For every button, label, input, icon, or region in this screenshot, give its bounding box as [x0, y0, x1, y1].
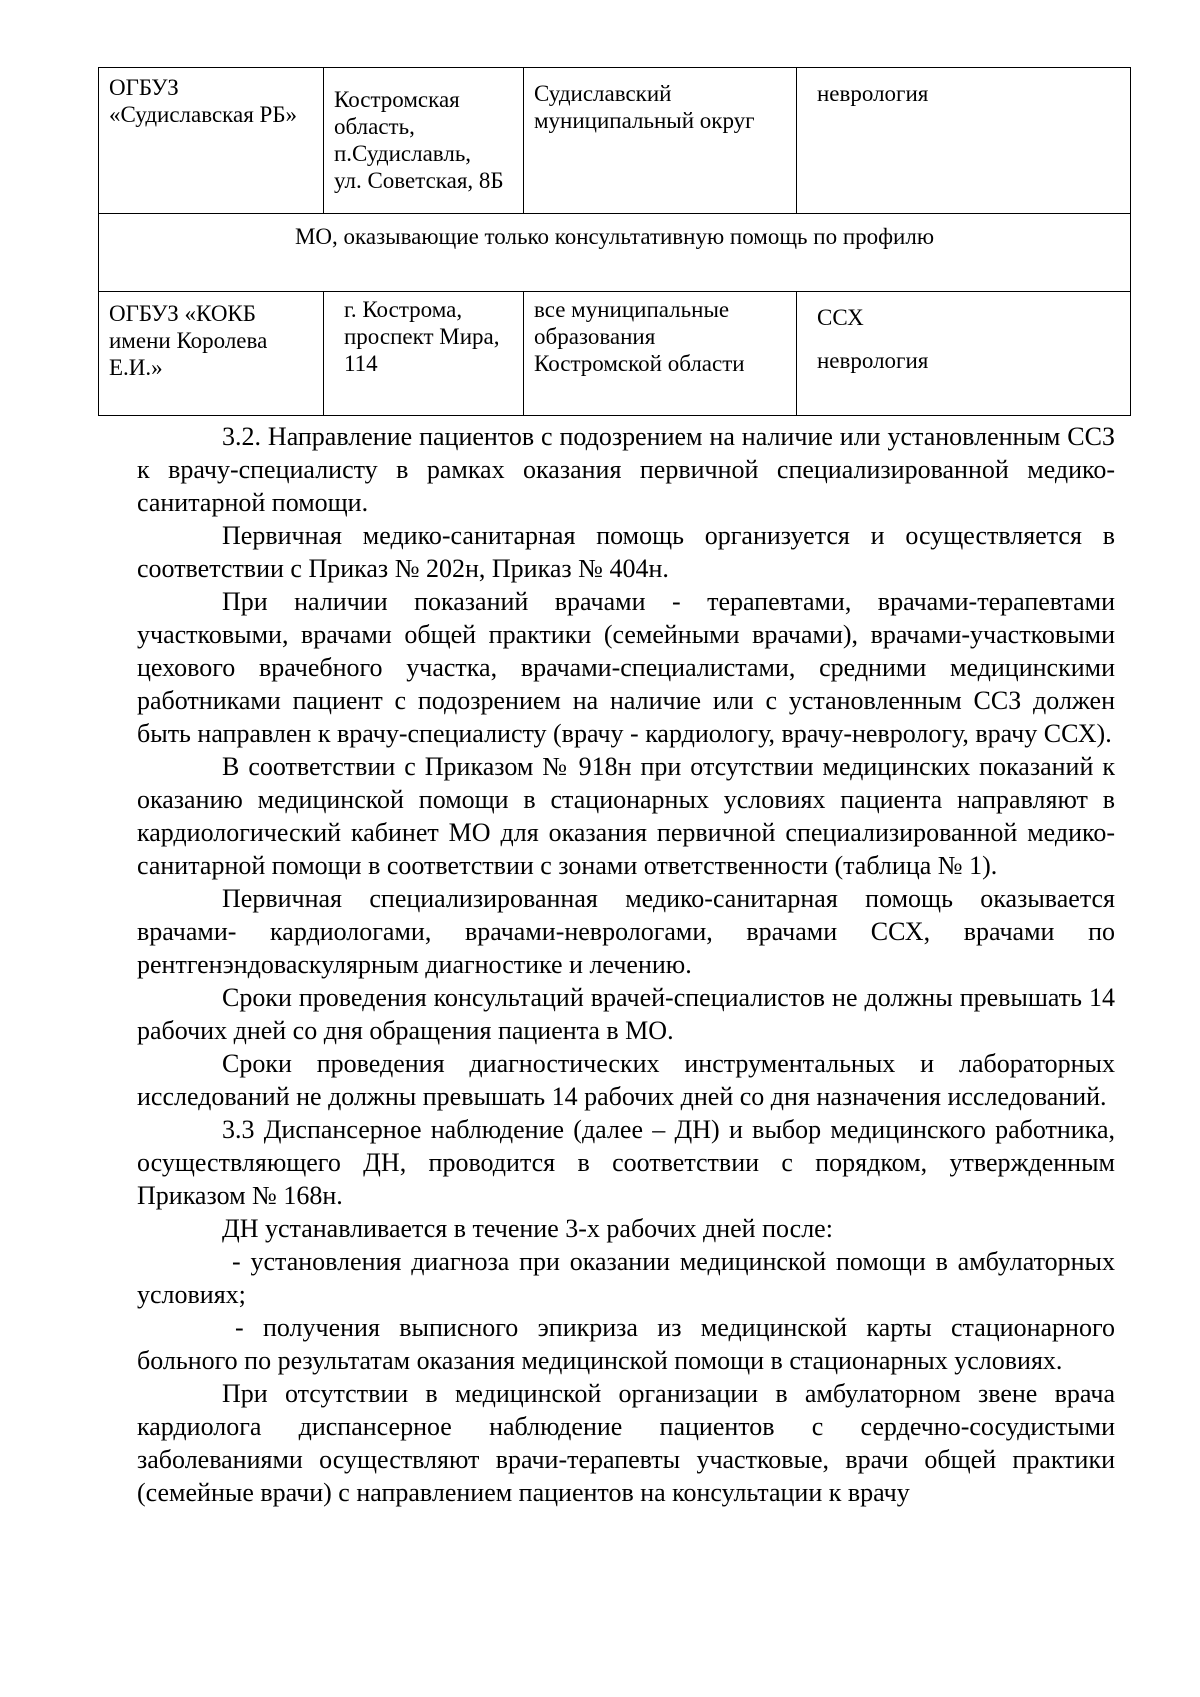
paragraph: В соответствии с Приказом № 918н при отсутствии медицинских показаний к оказанию медицинской помощи в стационарных условиях пациента направляют в кардиологический кабинет МО для оказания первичной специализированной медико-санитарной помощи в соответствии с зонами ответственности (таблица № 1). [137, 752, 1115, 880]
profile-line: неврология [817, 348, 929, 373]
paragraph: Первичная медико-санитарная помощь организуется и осуществляется в соответствии с Приказ № 202н, Приказ № 404н. [137, 521, 1115, 583]
paragraph: Сроки проведения консультаций врачей-специалистов не должны превышать 14 рабочих дней со дня обращения пациента в МО. [137, 983, 1115, 1045]
paragraph: Сроки проведения диагностических инструментальных и лабораторных исследований не должны превышать 14 рабочих дней со дня назначения исследований. [137, 1049, 1115, 1111]
paragraph: Первичная специализированная медико-санитарная помощь оказывается врачами- кардиологами, врачами-неврологами, врачами ССХ, врачами по рентгенэндоваскулярным диагностике и лечению. [137, 884, 1115, 979]
list-item: - получения выписного эпикриза из медицинской карты стационарного больного по результатам оказания медицинской помощи в стационарных условиях. [137, 1313, 1115, 1375]
body-text [137, 420, 1115, 1509]
org-cell: ОГБУЗ «Судиславская РБ» [99, 68, 324, 214]
section-header-cell: МО, оказывающие только консультативную помощь по профилю [99, 214, 1131, 292]
paragraph: 3.2. Направление пациентов с подозрением на наличие или установленным ССЗ к врачу-специалисту в рамках оказания первичной специализированной медико-санитарной помощи. [137, 422, 1115, 517]
address-line: ул. Советская, 8Б [334, 168, 504, 193]
profile-line: ССХ [817, 305, 864, 330]
address-cell [324, 68, 524, 214]
paragraph: При наличии показаний врачами - терапевтами, врачами-терапевтами участковыми, врачами общей практики (семейными врачами), врачами-участковыми цехового врачебного участка, врачами-специалистами, средними медицинскими работниками пациент с подозрением на наличие или с установленным ССЗ должен быть направлен к врачу-специалисту (врачу - кардиологу, врачу-неврологу, врачу ССХ). [137, 587, 1115, 748]
profile-cell: неврология [797, 68, 1131, 214]
paragraph: ДН устанавливается в течение 3-х рабочих дней после: [222, 1214, 833, 1243]
address-cell: г. Кострома, проспект Мира, 114 [324, 292, 524, 416]
area-cell: все муниципальные образования Костромской области [524, 292, 797, 416]
paragraph: 3.3 Диспансерное наблюдение (далее – ДН) и выбор медицинского работника, осуществляющего ДН, проводится в соответствии с порядком, утвержденным Приказом № 168н. [137, 1115, 1115, 1210]
profile-cell [797, 292, 1131, 416]
table-section-row [99, 214, 1131, 292]
list-item: - установления диагноза при оказании медицинской помощи в амбулаторных условиях; [137, 1247, 1115, 1309]
area-cell: Судиславский муниципальный округ [524, 68, 797, 214]
address-line: область, [334, 114, 415, 139]
responsibility-zones-table [98, 67, 1131, 416]
org-cell: ОГБУЗ «КОКБ имени Королева Е.И.» [99, 292, 324, 416]
table-row [99, 292, 1131, 416]
address-line: п.Судиславль, [334, 141, 472, 166]
paragraph: При отсутствии в медицинской организации в амбулаторном звене врача кардиолога диспансерное наблюдение пациентов с сердечно-сосудистыми заболеваниями осуществляют врачи-терапевты участковые, врачи общей практики (семейные врачи) с направлением пациентов на консультации к врачу [137, 1379, 1115, 1507]
table-row [99, 68, 1131, 214]
address-line: Костромская [334, 87, 460, 112]
